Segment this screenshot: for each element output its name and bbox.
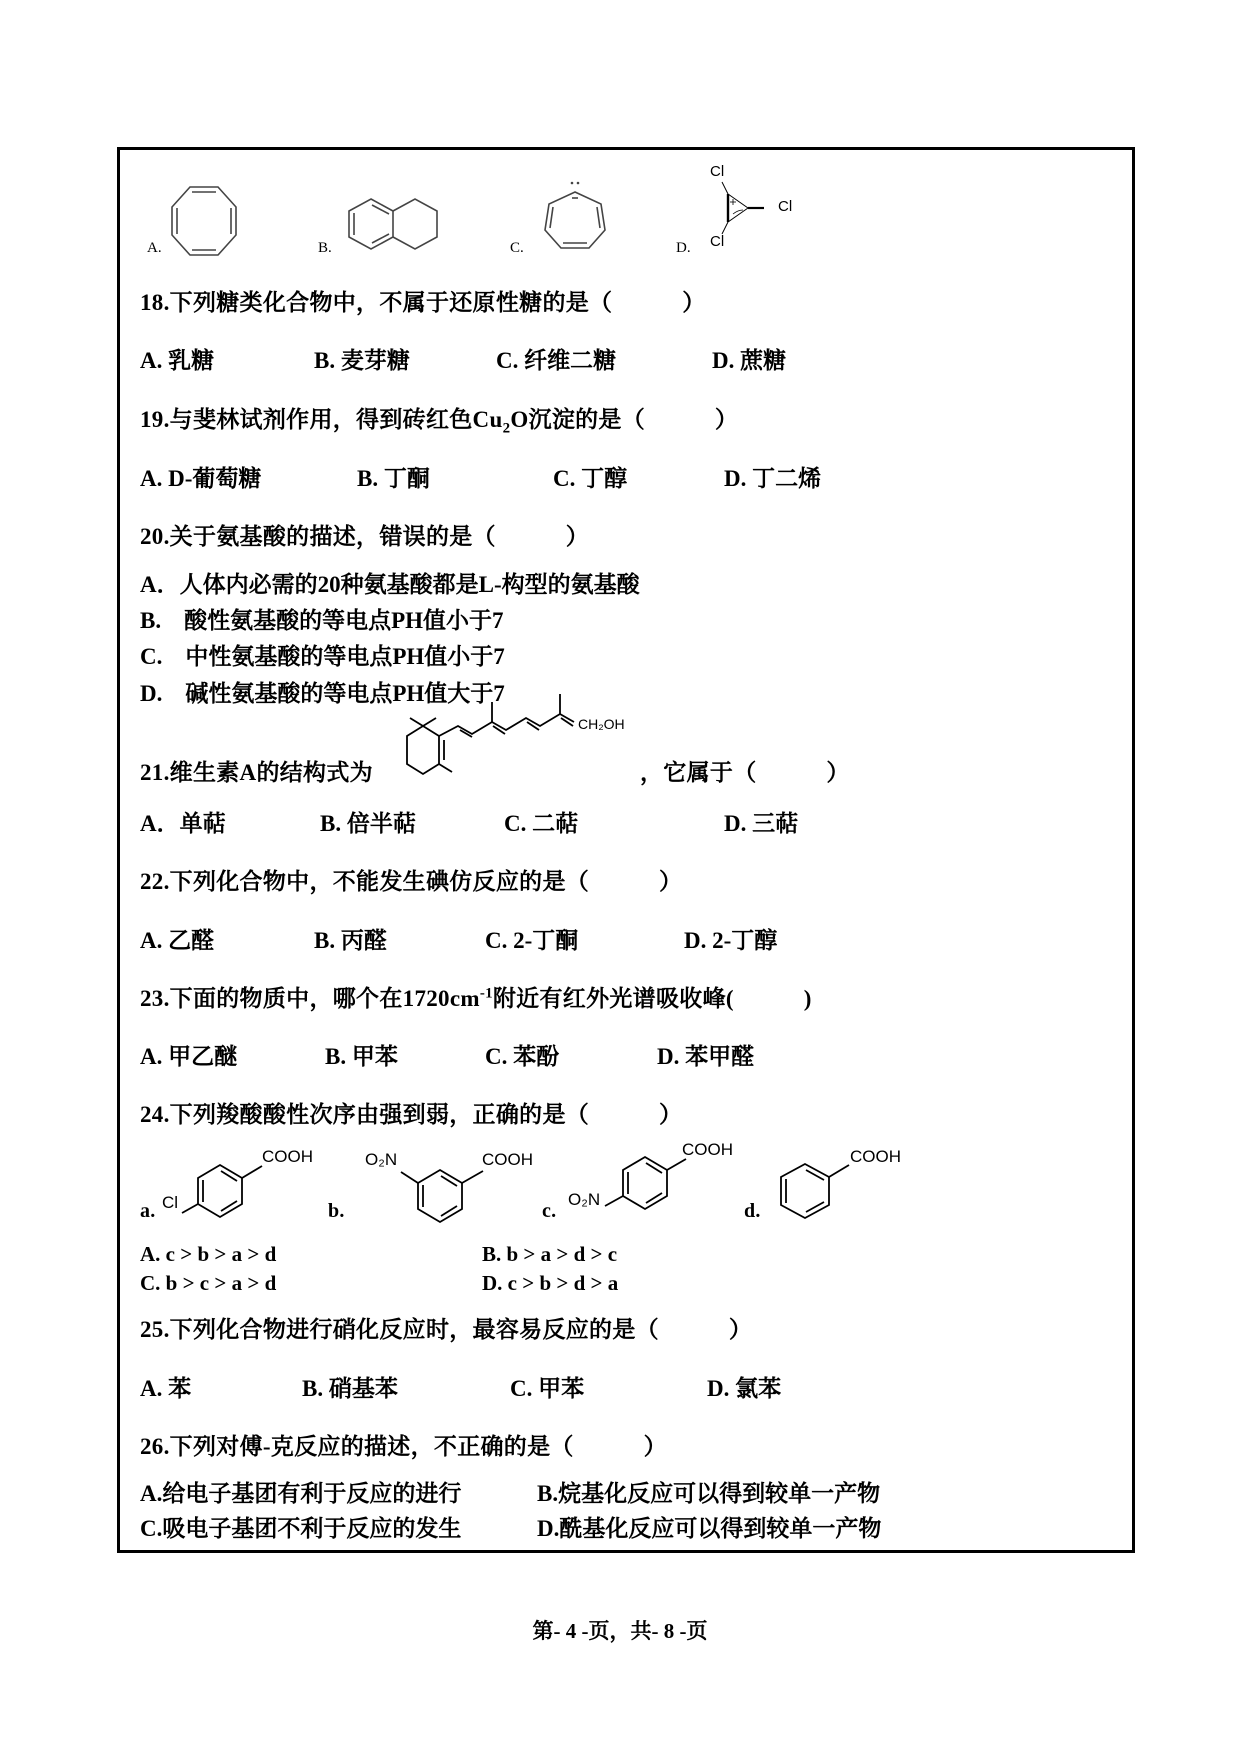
q24-option-c: C. b > c > a > d bbox=[140, 1271, 277, 1295]
q19-option-b: B. 丁酮 bbox=[357, 466, 430, 491]
trichlorocyclopropenyl-structure-icon bbox=[712, 180, 782, 236]
chlorine-atom-label: Cl bbox=[710, 163, 725, 180]
q24-structure-b-label: b. bbox=[328, 1200, 345, 1222]
q23-question bbox=[140, 980, 812, 1013]
m-nitrobenzoic-acid-structure-icon bbox=[395, 1160, 495, 1240]
q18-question: 18.下列糖类化合物中，不属于还原性糖的是（ ） bbox=[140, 290, 706, 315]
cooh-group-label: COOH bbox=[262, 1147, 313, 1166]
subscript: 2 bbox=[502, 420, 511, 437]
q21-option-a: A．单萜 bbox=[140, 811, 226, 836]
q21-option-d: D. 三萜 bbox=[724, 811, 799, 836]
q25-option-b: B. 硝基苯 bbox=[302, 1376, 398, 1401]
q17-option-b-label: B. bbox=[318, 240, 332, 256]
q26-question: 26.下列对傅-克反应的描述，不正确的是（ ） bbox=[140, 1434, 667, 1459]
q24-structure-d-label: d. bbox=[744, 1200, 761, 1222]
q26-option-c: C.吸电子基团不利于反应的发生 bbox=[140, 1516, 462, 1541]
tetrahydronaphthalene-structure-icon bbox=[348, 198, 440, 250]
q20-option-b: B. 酸性氨基酸的等电点PH值小于7 bbox=[140, 608, 504, 633]
q24-question: 24.下列羧酸酸性次序由强到弱，正确的是（ ） bbox=[140, 1102, 683, 1127]
cooh-group-label: COOH bbox=[682, 1140, 733, 1159]
q19-question-suffix: O沉淀的是（ ） bbox=[510, 407, 739, 432]
q21-question-suffix: ，它属于（ ） bbox=[640, 760, 850, 785]
q23-option-a: A. 甲乙醚 bbox=[140, 1044, 238, 1069]
q19-option-a: A. D-葡萄糖 bbox=[140, 466, 262, 491]
chlorine-atom-label: Cl bbox=[710, 233, 725, 250]
cooh-group-label: COOH bbox=[850, 1147, 901, 1166]
cycloheptatrienyl-anion-structure-icon bbox=[543, 180, 607, 252]
q17-option-c-label: C. bbox=[510, 240, 524, 256]
p-chlorobenzoic-acid-structure-icon bbox=[178, 1160, 268, 1230]
q25-option-a: A. 苯 bbox=[140, 1376, 192, 1401]
q18-option-d: D. 蔗糖 bbox=[712, 348, 787, 373]
q20-question: 20.关于氨基酸的描述，错误的是（ ） bbox=[140, 524, 590, 549]
superscript: -1 bbox=[479, 985, 493, 1002]
q23-option-d: D. 苯甲醛 bbox=[657, 1044, 755, 1069]
q25-option-d: D. 氯苯 bbox=[707, 1376, 782, 1401]
q22-question: 22.下列化合物中，不能发生碘仿反应的是（ ） bbox=[140, 869, 683, 894]
q22-option-c: C. 2-丁酮 bbox=[485, 928, 579, 953]
q19-question bbox=[140, 401, 738, 438]
q24-option-b: B. b > a > d > c bbox=[482, 1242, 618, 1266]
q21-question-prefix: 21.维生素A的结构式为 bbox=[140, 760, 373, 785]
q20-option-c: C. 中性氨基酸的等电点PH值小于7 bbox=[140, 644, 505, 669]
q24-option-d: D. c > b > d > a bbox=[482, 1271, 619, 1295]
vitamin-a-ch2oh-label: CH₂OH bbox=[578, 716, 625, 732]
page-number-footer: 第- 4 -页，共- 8 -页 bbox=[532, 1619, 708, 1643]
nitro-substituent-label: O₂N bbox=[365, 1150, 398, 1169]
chlorine-substituent-label: Cl bbox=[162, 1193, 179, 1212]
q24-structure-a-label: a. bbox=[140, 1200, 156, 1222]
cyclooctatetraene-structure-icon bbox=[170, 185, 240, 257]
q25-question: 25.下列化合物进行硝化反应时，最容易反应的是（ ） bbox=[140, 1317, 753, 1342]
q19-question-prefix: 19.与斐林试剂作用，得到砖红色Cu bbox=[140, 407, 503, 432]
q23-option-c: C. 苯酚 bbox=[485, 1044, 560, 1069]
q17-option-d-label: D. bbox=[676, 240, 691, 256]
q21-option-b: B. 倍半萜 bbox=[320, 811, 416, 836]
q20-option-d: D. 碱性氨基酸的等电点PH值大于7 bbox=[140, 681, 505, 706]
q26-option-d: D.酰基化反应可以得到较单一产物 bbox=[537, 1516, 882, 1541]
q24-structure-c-label: c. bbox=[542, 1200, 557, 1222]
q26-option-b: B.烷基化反应可以得到较单一产物 bbox=[537, 1481, 881, 1506]
q23-question-suffix: 附近有红外光谱吸收峰( ) bbox=[492, 986, 812, 1011]
p-nitrobenzoic-acid-structure-icon bbox=[600, 1152, 690, 1222]
benzoic-acid-structure-icon bbox=[775, 1162, 875, 1232]
q26-option-a: A.给电子基团有利于反应的进行 bbox=[140, 1481, 462, 1506]
q18-option-b: B. 麦芽糖 bbox=[314, 348, 410, 373]
q23-option-b: B. 甲苯 bbox=[325, 1044, 398, 1069]
nitro-substituent-label: O₂N bbox=[568, 1190, 601, 1209]
q22-option-d: D. 2-丁醇 bbox=[684, 928, 778, 953]
q18-option-c: C. 纤维二糖 bbox=[496, 348, 617, 373]
q22-option-b: B. 丙醛 bbox=[314, 928, 387, 953]
q19-option-c: C. 丁醇 bbox=[553, 466, 628, 491]
q19-option-d: D. 丁二烯 bbox=[724, 466, 822, 491]
chlorine-atom-label: Cl bbox=[778, 198, 793, 215]
q23-question-prefix: 23.下面的物质中，哪个在1720cm bbox=[140, 986, 480, 1011]
q17-option-a-label: A. bbox=[147, 240, 162, 256]
cooh-group-label: COOH bbox=[482, 1150, 533, 1169]
q21-option-c: C. 二萜 bbox=[504, 811, 579, 836]
q25-option-c: C. 甲苯 bbox=[510, 1376, 585, 1401]
q18-option-a: A. 乳糖 bbox=[140, 348, 215, 373]
q22-option-a: A. 乙醛 bbox=[140, 928, 215, 953]
q24-option-a: A. c > b > a > d bbox=[140, 1242, 277, 1266]
q20-option-a: A．人体内必需的20种氨基酸都是L-构型的氨基酸 bbox=[140, 572, 640, 597]
